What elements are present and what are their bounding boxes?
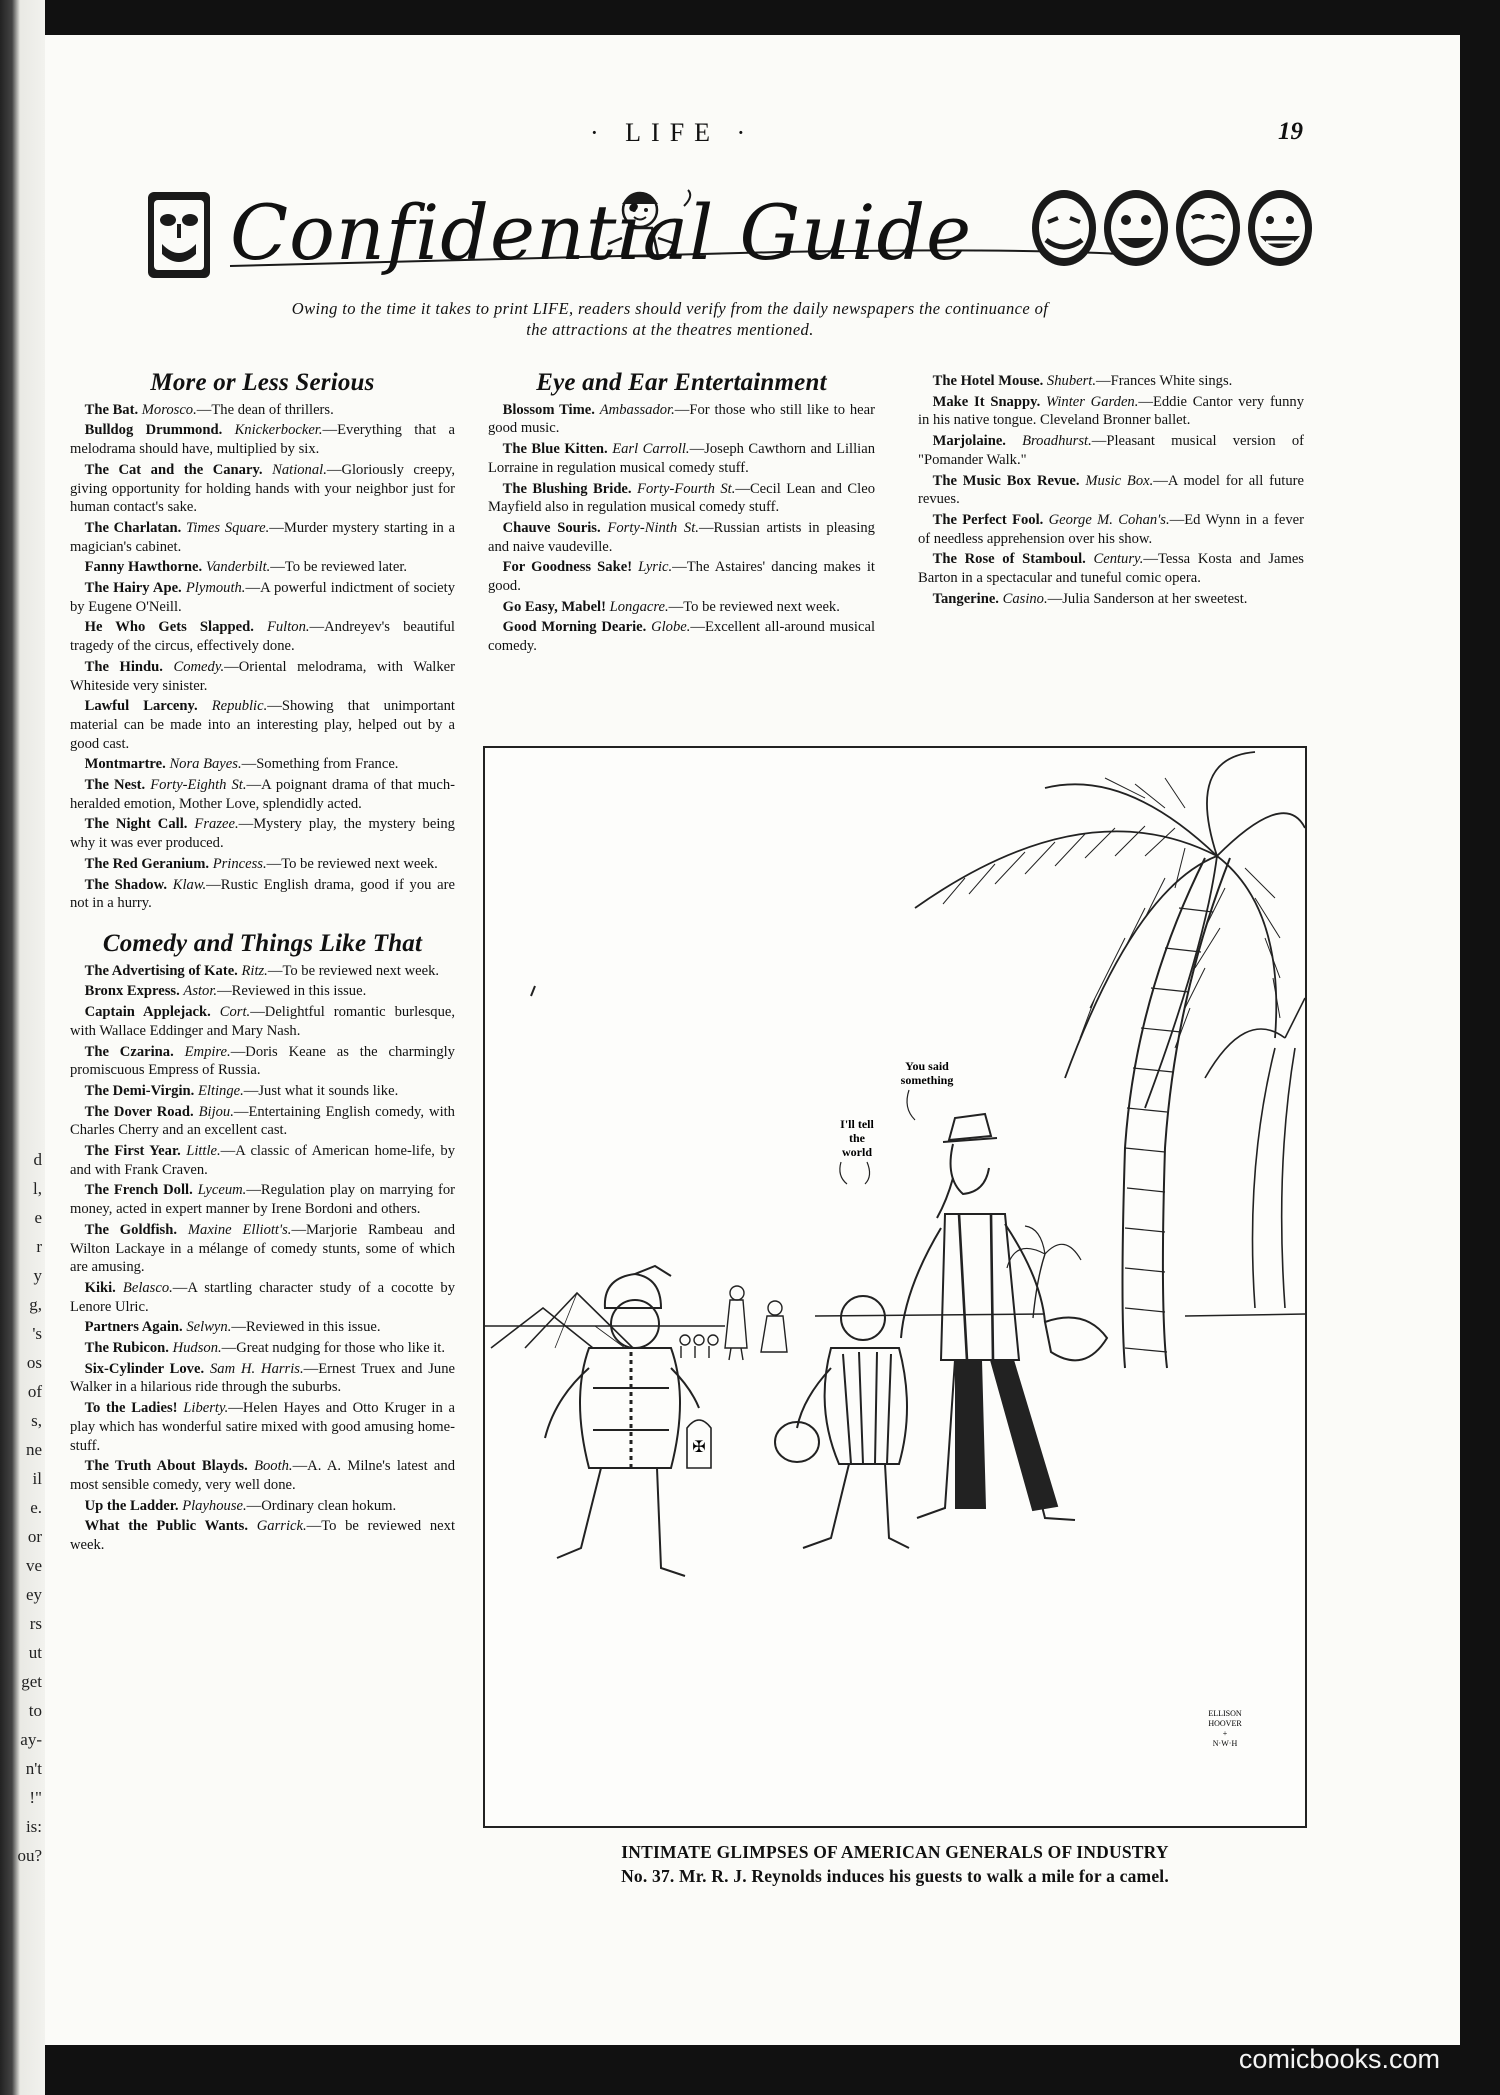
show-title: The Hairy Ape. xyxy=(84,580,182,597)
theatre-name: National. xyxy=(272,461,327,478)
theatre-name: Lyceum. xyxy=(197,1182,247,1199)
show-description: —Marjorie Rambeau and Wilton Lackaye in a mélange of comedy stunts, some of which are amusing. xyxy=(70,1221,456,1276)
facing-page-text-fragment: ey xyxy=(25,1585,42,1604)
facing-page-text-fragment: g, xyxy=(29,1295,42,1314)
theatre-name: Bijou. xyxy=(198,1103,234,1120)
show-description: —Oriental melodrama, with Walker Whiteside very sinister. xyxy=(70,658,455,694)
show-description: —Great nudging for those who like it. xyxy=(221,1340,445,1357)
show-description: —Ordinary clean hokum. xyxy=(246,1497,397,1514)
theatre-name: Nora Bayes. xyxy=(169,756,242,773)
listing-entry xyxy=(70,1003,455,1040)
cartoon-panel xyxy=(483,746,1307,1828)
show-title: The Czarina. xyxy=(84,1043,174,1060)
listing-entry xyxy=(70,1318,455,1337)
theatre-name: Plymouth. xyxy=(185,580,246,597)
facing-page-text-fragment: l, xyxy=(33,1179,42,1198)
show-title: Fanny Hawthorne. xyxy=(84,559,203,576)
listing-entry xyxy=(918,432,1304,469)
artist-signature xyxy=(1208,1709,1242,1748)
show-description: —To be reviewed next week. xyxy=(267,962,440,979)
balloon-2-line-3: world xyxy=(842,1145,872,1159)
theatre-name: George M. Cohan's. xyxy=(1048,511,1170,528)
show-title: The Dover Road. xyxy=(84,1103,194,1120)
facing-page-text-fragment: ut xyxy=(28,1643,42,1662)
show-title: Bulldog Drummond. xyxy=(84,422,223,439)
listing-entry xyxy=(918,511,1304,548)
facing-page-text-fragment: to xyxy=(28,1701,42,1720)
show-title: The Truth About Blayds. xyxy=(84,1458,248,1475)
theatre-name: Forty-Fourth St. xyxy=(637,480,736,497)
show-description: —Cecil Lean and Cleo Mayfield also in regulation musical comedy stuff. xyxy=(488,480,875,516)
theatre-name: Century. xyxy=(1093,551,1144,568)
listing-entry xyxy=(918,372,1304,391)
show-title: The Nest. xyxy=(84,777,146,794)
show-title: The Demi-Virgin. xyxy=(84,1082,195,1099)
show-title: Tangerine. xyxy=(932,590,999,607)
show-title: The French Doll. xyxy=(84,1182,193,1199)
listing-entry xyxy=(70,1082,455,1101)
show-description: —Reviewed in this issue. xyxy=(231,1319,381,1336)
show-description: —Showing that unimportant material can be made into an interesting play, helped out by a good cast. xyxy=(70,698,455,752)
show-description: —Everything that a melodrama should have, multiplied by six. xyxy=(70,422,455,458)
show-title: Blossom Time. xyxy=(502,401,595,418)
facing-page-text-fragment: d xyxy=(33,1150,42,1169)
show-title: Go Easy, Mabel! xyxy=(502,598,606,615)
show-title: The Hotel Mouse. xyxy=(932,373,1044,389)
show-description: —Russian artists in pleasing and naive vaudeville. xyxy=(488,519,875,555)
listing-entry xyxy=(918,550,1304,587)
listing-entry xyxy=(70,1043,455,1080)
theatre-name: Little. xyxy=(186,1143,221,1160)
show-description: —Eddie Cantor very funny in his native tongue. Cleveland Bronner ballet. xyxy=(918,393,1304,429)
show-description: —A poignant drama of that much-heralded emotion, Mother Love, splendidly acted. xyxy=(70,777,455,812)
eye-ear-continued-list xyxy=(918,372,1304,608)
show-description: —Tessa Kosta and James Barton in a spectacular and tuneful comic opera. xyxy=(918,551,1304,587)
facing-page-text-fragment: il xyxy=(32,1469,42,1488)
show-title: The Music Box Revue. xyxy=(932,472,1080,489)
show-description: —The Astaires' dancing makes it good. xyxy=(488,559,875,595)
theatre-name: Selwyn. xyxy=(186,1319,232,1336)
speech-balloon-2 xyxy=(840,1117,875,1184)
show-description: —To be reviewed next week. xyxy=(668,598,840,615)
milestone-icon xyxy=(687,1420,711,1468)
section-heading-serious: More or Less Serious xyxy=(150,369,375,396)
show-title: The Bat. xyxy=(84,401,139,418)
show-description: —To be reviewed later. xyxy=(270,559,408,576)
show-description: —Mystery play, the mystery being why it was ever produced. xyxy=(70,816,455,852)
show-title: Six-Cylinder Love. xyxy=(84,1360,205,1377)
theatre-name: Earl Carroll. xyxy=(612,441,690,458)
facing-page-text-fragment: or xyxy=(27,1527,42,1546)
listing-entry xyxy=(70,1457,455,1494)
show-title: Montmartre. xyxy=(84,756,166,773)
listing-entry xyxy=(70,1103,455,1140)
listing-entry xyxy=(70,1399,455,1455)
listing-entry xyxy=(70,982,455,1001)
show-title: Partners Again. xyxy=(84,1319,183,1336)
listing-entry xyxy=(70,579,455,616)
host-figure xyxy=(901,1114,1107,1520)
facing-page-text-fragment: 's xyxy=(32,1324,42,1343)
page-number: 19 xyxy=(1278,118,1303,145)
theatre-name: Music Box. xyxy=(1085,472,1154,489)
doorman-figure xyxy=(545,1266,699,1576)
cartoon-drawing xyxy=(485,748,1305,1826)
listing-entry xyxy=(488,598,875,617)
show-description: —Andreyev's beautiful tragedy of the circus, effectively done. xyxy=(70,619,455,655)
column-left xyxy=(70,369,456,1557)
listing-entry xyxy=(70,1517,455,1554)
comedy-list xyxy=(70,962,455,1555)
listing-entry xyxy=(918,590,1304,609)
show-description: —Ernest Truex and June Walker in a hilarious ride through the suburbs. xyxy=(70,1360,455,1396)
facing-page-text-fragment: rs xyxy=(29,1614,42,1633)
theatre-name: Broadhurst. xyxy=(1022,433,1092,450)
show-title: The First Year. xyxy=(84,1143,181,1160)
show-title: What the Public Wants. xyxy=(84,1518,248,1535)
palm-tree-icon xyxy=(915,752,1305,1368)
show-title: Bronx Express. xyxy=(84,983,180,1000)
listing-entry xyxy=(70,1221,455,1277)
listing-entry xyxy=(70,815,455,852)
show-description: —Frances White sings. xyxy=(1095,373,1233,389)
theatre-name: Empire. xyxy=(184,1043,231,1060)
show-description: —For those who still like to hear good music. xyxy=(488,401,875,437)
facing-page-text-fragment: r xyxy=(36,1237,42,1256)
show-description: —Something from France. xyxy=(241,756,399,773)
theatre-name: Forty-Eighth St. xyxy=(150,777,247,794)
facing-page-text-fragment: os xyxy=(26,1353,42,1372)
show-description: —Julia Sanderson at her sweetest. xyxy=(1047,590,1248,607)
signature-line-4: N·W·H xyxy=(1212,1739,1238,1748)
show-title: The Charlatan. xyxy=(84,519,182,536)
theatre-name: Winter Garden. xyxy=(1046,393,1139,410)
show-title: To the Ladies! xyxy=(84,1400,178,1417)
show-description: —Pleasant musical version of "Pomander Walk." xyxy=(918,433,1304,468)
show-title: The Blue Kitten. xyxy=(502,441,608,458)
theatre-name: Belasco. xyxy=(122,1279,173,1296)
facing-page-text-fragment: s, xyxy=(31,1411,42,1430)
facing-page-text-fragment: ve xyxy=(25,1556,42,1575)
theatre-name: Shubert. xyxy=(1046,373,1096,389)
theatre-name: Longacre. xyxy=(609,598,669,615)
show-title: The Rubicon. xyxy=(84,1340,169,1357)
theatre-name: Ritz. xyxy=(241,962,268,979)
show-title: The Night Call. xyxy=(84,816,188,833)
listing-entry xyxy=(70,776,455,813)
signature-line-2: HOOVER xyxy=(1208,1719,1242,1728)
serious-list xyxy=(70,401,455,913)
show-description: —A startling character study of a cocotte by Lenore Ulric. xyxy=(70,1279,455,1315)
theatre-name: Garrick. xyxy=(256,1518,307,1535)
column-middle xyxy=(488,369,876,658)
show-description: —A. A. Milne's latest and most sensible comedy, very well done. xyxy=(70,1458,455,1493)
listing-entry xyxy=(488,618,875,655)
show-description: —Gloriously creepy, giving opportunity for holding hands with your neighbor just for human contact's sake. xyxy=(70,461,455,516)
signature-line-1: ELLISON xyxy=(1208,1709,1242,1718)
verification-note: Owing to the time it takes to print LIFE, readers should verify from the daily newspapers the continuance of the attractions at the theatres mentioned. xyxy=(291,299,1049,339)
show-title: Up the Ladder. xyxy=(84,1497,179,1514)
listing-entry xyxy=(918,393,1304,430)
show-description: —Doris Keane as the charmingly promiscuous Empress of Russia. xyxy=(70,1043,455,1079)
theatre-name: Vanderbilt. xyxy=(205,559,271,576)
theatre-name: Princess. xyxy=(212,855,267,872)
theatre-name: Frazee. xyxy=(194,816,239,833)
facing-page-text-fragment: get xyxy=(21,1672,42,1691)
theatre-name: Republic. xyxy=(211,698,268,715)
show-title: The Shadow. xyxy=(84,876,167,893)
show-description: —Ed Wynn in a fever of needless apprehension over his show. xyxy=(918,511,1304,547)
caption-line-2: No. 37. Mr. R. J. Reynolds induces his guests to walk a mile for a camel. xyxy=(621,1866,1169,1886)
show-description: —To be reviewed next week. xyxy=(70,1518,455,1554)
listing-entry xyxy=(70,1339,455,1358)
guest-figure xyxy=(775,1296,909,1548)
column-right xyxy=(918,372,1304,610)
listing-entry xyxy=(70,1497,455,1516)
listing-entry xyxy=(70,421,455,458)
show-title: For Goodness Sake! xyxy=(502,559,633,576)
listing-entry xyxy=(70,755,455,774)
listing-entry xyxy=(70,558,455,577)
theatre-name: Globe. xyxy=(651,619,691,636)
masthead xyxy=(140,180,1320,290)
show-description: —Entertaining English comedy, with Charles Cherry and an excellent cast. xyxy=(70,1103,455,1139)
facing-page-text-fragment: y xyxy=(33,1266,42,1285)
theatre-name: Liberty. xyxy=(183,1400,229,1417)
theatre-name: Comedy. xyxy=(173,658,225,675)
facing-page-edge xyxy=(0,0,45,2095)
listing-entry xyxy=(70,1279,455,1316)
listing-entry xyxy=(70,401,455,420)
show-title: The Goldfish. xyxy=(84,1221,177,1238)
listing-entry xyxy=(70,697,455,753)
facing-page-text-fragment: of xyxy=(27,1382,42,1401)
theatre-name: Sam H. Harris. xyxy=(209,1360,304,1377)
show-description: —Excellent all-around musical comedy. xyxy=(488,619,876,655)
show-title: The Hindu. xyxy=(84,658,163,675)
speech-balloon-1 xyxy=(901,1059,954,1120)
listing-entry xyxy=(488,480,875,517)
listing-entry xyxy=(488,519,875,556)
theatre-name: Cort. xyxy=(219,1004,251,1021)
listing-entry xyxy=(70,519,455,556)
svg-text:✠: ✠ xyxy=(692,1439,706,1456)
balloon-2-line-1: I'll tell xyxy=(840,1117,874,1131)
show-title: Make It Snappy. xyxy=(932,393,1041,410)
listing-entry xyxy=(488,558,875,595)
theatre-masks-icon xyxy=(1032,190,1312,266)
theatre-name: Eltinge. xyxy=(197,1082,244,1099)
listing-entry xyxy=(70,962,455,981)
show-description: —Murder mystery starting in a magician's cabinet. xyxy=(70,519,456,555)
theatre-name: Ambassador. xyxy=(599,401,675,418)
theatre-name: Astor. xyxy=(183,983,218,1000)
signature-line-3: + xyxy=(1222,1729,1228,1738)
show-title: Kiki. xyxy=(84,1279,116,1296)
facing-page-text-fragment: !" xyxy=(29,1788,42,1807)
watermark: comicbooks.com xyxy=(1238,2044,1440,2074)
show-description: —To be reviewed next week. xyxy=(266,855,438,872)
show-title: The Advertising of Kate. xyxy=(84,962,238,979)
show-description: —The dean of thrillers. xyxy=(196,401,334,418)
eye-ear-list xyxy=(488,401,875,656)
section-heading-comedy: Comedy and Things Like That xyxy=(102,929,423,957)
theatre-name: Hudson. xyxy=(172,1340,222,1357)
listing-entry xyxy=(918,472,1304,509)
facing-page-text-fragment: n't xyxy=(25,1759,42,1778)
listing-entry xyxy=(488,440,875,477)
show-title: He Who Gets Slapped. xyxy=(84,619,254,636)
facing-page-text-fragment: ou? xyxy=(17,1846,42,1865)
listing-entry xyxy=(70,1360,455,1397)
theatre-name: Times Square. xyxy=(186,519,270,536)
caravan-figures-icon xyxy=(680,1286,787,1360)
listing-entry xyxy=(70,618,455,655)
theatre-name: Forty-Ninth St. xyxy=(607,519,699,536)
show-title: Chauve Souris. xyxy=(502,519,601,536)
show-description: —A model for all future revues. xyxy=(918,472,1304,508)
facing-page-text-fragment: is: xyxy=(25,1817,42,1836)
show-title: Captain Applejack. xyxy=(84,1004,211,1021)
facing-page-text-fragment: ay- xyxy=(20,1730,42,1749)
show-title: The Cat and the Canary. xyxy=(84,461,263,478)
show-description: —Rustic English drama, good if you are not in a hurry. xyxy=(70,876,455,912)
running-head: · LIFE · xyxy=(590,118,756,147)
show-description: —A powerful indictment of society by Eugene O'Neill. xyxy=(70,580,456,615)
section-heading-eye-ear: Eye and Ear Entertainment xyxy=(536,369,827,396)
listing-entry xyxy=(70,1142,455,1179)
balloon-1-line-1: You said xyxy=(905,1059,949,1073)
show-description: —Helen Hayes and Otto Kruger in a play which has wonderful satire mixed with good amusing home-stuff. xyxy=(70,1400,455,1454)
listing-entry xyxy=(488,401,875,438)
theatre-name: Knickerbocker. xyxy=(234,422,323,439)
show-title: The Rose of Stamboul. xyxy=(932,551,1086,568)
show-description: —Joseph Cawthorn and Lillian Lorraine in regulation musical comedy stuff. xyxy=(488,441,875,476)
theatre-name: Klaw. xyxy=(172,876,207,893)
theatre-name: Morosco. xyxy=(141,401,197,418)
show-title: Lawful Larceny. xyxy=(84,698,198,715)
show-description: —Delightful romantic burlesque, with Wallace Eddinger and Mary Nash. xyxy=(70,1004,455,1039)
cartoon-caption xyxy=(483,1840,1307,1888)
tiki-mask-icon xyxy=(148,192,210,278)
listing-entry xyxy=(70,461,455,517)
show-title: The Blushing Bride. xyxy=(502,480,632,497)
show-description: —Just what it sounds like. xyxy=(243,1082,399,1099)
theatre-name: Maxine Elliott's. xyxy=(187,1221,292,1238)
theatre-name: Fulton. xyxy=(266,619,310,636)
listing-entry xyxy=(70,876,455,913)
caption-line-1: INTIMATE GLIMPSES OF AMERICAN GENERALS OF INDUSTRY xyxy=(621,1842,1169,1862)
balloon-1-line-2: something xyxy=(900,1073,954,1087)
show-description: —A classic of American home-life, by and with Frank Craven. xyxy=(70,1143,455,1178)
show-title: Good Morning Dearie. xyxy=(502,619,647,636)
theatre-name: Casino. xyxy=(1002,590,1048,607)
listing-entry xyxy=(70,658,455,695)
theatre-name: Booth. xyxy=(254,1458,293,1475)
facing-page-text-fragment: e xyxy=(34,1208,42,1227)
listing-entry xyxy=(70,855,455,874)
listing-entry xyxy=(70,1181,455,1218)
show-title: The Perfect Fool. xyxy=(932,511,1044,528)
facing-page-text-fragment: e. xyxy=(30,1498,42,1517)
facing-page-text-fragment: ne xyxy=(25,1440,42,1459)
show-description: —Regulation play on marrying for money, acted in expert manner by Irene Bordoni and others. xyxy=(70,1182,455,1218)
show-description: —Reviewed in this issue. xyxy=(217,983,367,1000)
theatre-name: Playhouse. xyxy=(182,1497,247,1514)
masthead-title: Confidential Guide xyxy=(230,188,973,277)
theatre-name: Lyric. xyxy=(638,559,673,576)
show-title: The Red Geranium. xyxy=(84,855,210,872)
show-title: Marjolaine. xyxy=(932,433,1006,450)
balloon-2-line-2: the xyxy=(849,1131,865,1145)
